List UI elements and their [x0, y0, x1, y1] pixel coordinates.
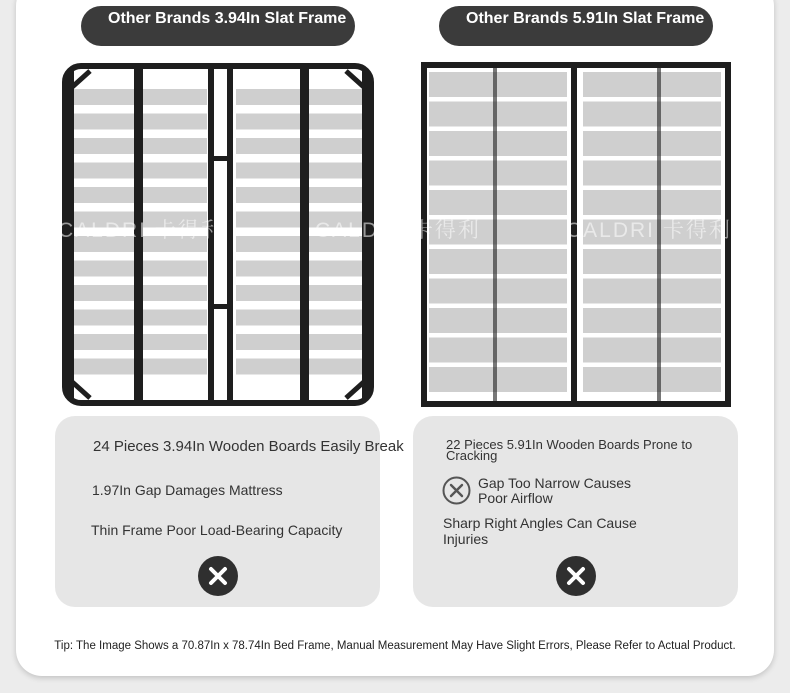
watermark: CALDRI 卡得利: [315, 219, 481, 242]
watermark: CALDRI 卡得利: [58, 219, 224, 242]
close-circle-icon: [198, 556, 238, 596]
footer-tip: Tip: The Image Shows a 70.87In x 78.74In Bed Frame, Manual Measurement May Have Slight Errors, Please Refer to Actual Product.: [54, 640, 736, 652]
watermark: CALDRI 卡得利: [566, 219, 732, 242]
drawback-text: 22 Pieces 5.91In Wooden Boards Prone to Cracking: [446, 437, 693, 463]
right-title-pill: Other Brands 5.91In Slat Frame: [439, 6, 713, 46]
drawback-text: Sharp Right Angles Can Cause Injuries: [443, 515, 637, 547]
left-title-pill: Other Brands 3.94In Slat Frame: [81, 6, 355, 46]
close-circle-icon: [442, 476, 471, 505]
drawback-text: 24 Pieces 3.94In Wooden Boards Easily Break: [93, 438, 404, 455]
drawback-text: 1.97In Gap Damages Mattress: [92, 482, 283, 498]
close-circle-icon: [556, 556, 596, 596]
drawback-text: Gap Too Narrow Causes Poor Airflow: [478, 475, 632, 506]
drawback-text: Thin Frame Poor Load-Bearing Capacity: [91, 522, 343, 538]
